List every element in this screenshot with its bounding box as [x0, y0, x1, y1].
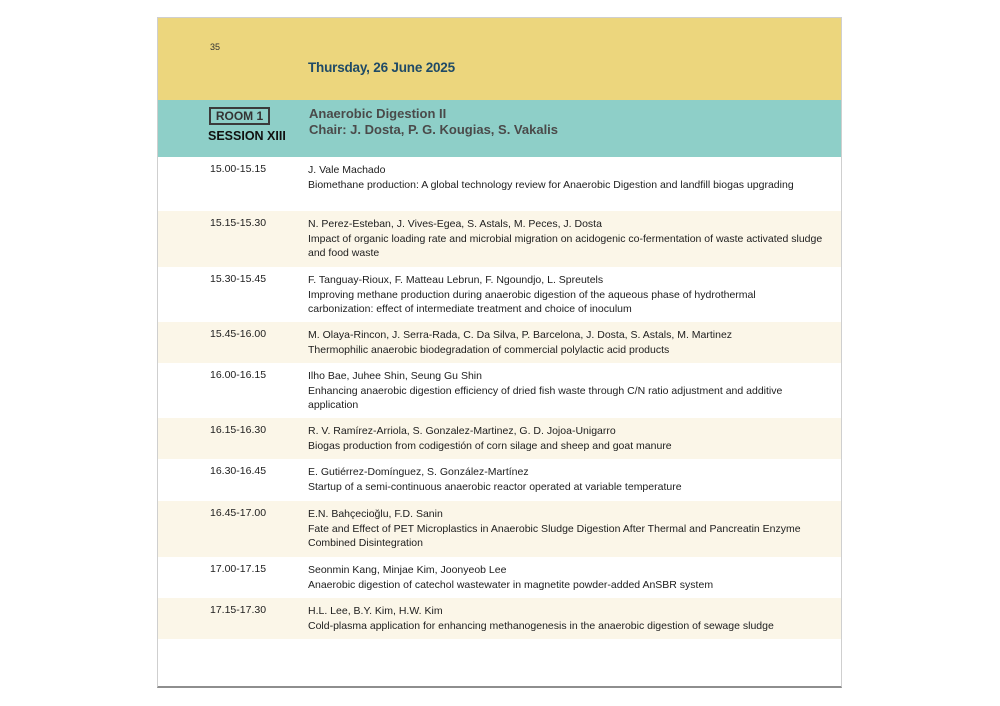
talk-row — [158, 363, 841, 418]
talk-row — [158, 211, 841, 267]
talk-time: 17.15-17.30 — [210, 604, 267, 616]
talk-time: 16.15-16.30 — [210, 424, 267, 436]
talk-row — [158, 418, 841, 459]
talk-authors: J. Vale Machado — [308, 164, 386, 176]
talk-title: Impact of organic loading rate and microbial migration on acidogenic co-fermentation of waste activated sludge and food waste — [308, 232, 823, 259]
talk-title: Improving methane production during anaerobic digestion of the aqueous phase of hydrothermal carbonization: effect of intermediate treatment and choice of inoculum — [308, 288, 756, 315]
talk-authors: Seonmin Kang, Minjae Kim, Joonyeob Lee — [308, 564, 507, 576]
talk-row — [158, 157, 841, 211]
room-label: ROOM 1 — [209, 107, 270, 125]
talk-row — [158, 598, 841, 639]
talk-row — [158, 322, 841, 363]
talk-title: Anaerobic digestion of catechol wastewater in magnetite powder-added AnSBR system — [308, 578, 714, 591]
talk-list — [158, 157, 841, 639]
session-date: Thursday, 26 June 2025 — [308, 60, 455, 75]
talk-authors: H.L. Lee, B.Y. Kim, H.W. Kim — [308, 605, 443, 617]
session-number: SESSION XIII — [208, 129, 286, 143]
talk-authors: E. Gutiérrez-Domínguez, S. González-Martínez — [308, 466, 529, 478]
talk-authors: Ilho Bae, Juhee Shin, Seung Gu Shin — [308, 370, 482, 382]
page-number: 35 — [210, 42, 221, 52]
talk-title: Cold-plasma application for enhancing methanogenesis in the anaerobic digestion of sewage sludge — [308, 619, 774, 632]
talk-time: 16.00-16.15 — [210, 369, 267, 381]
talk-row — [158, 267, 841, 322]
program-page — [157, 17, 842, 688]
talk-time: 16.30-16.45 — [210, 465, 267, 477]
talk-time: 17.00-17.15 — [210, 563, 267, 575]
talk-title: Fate and Effect of PET Microplastics in Anaerobic Sludge Digestion After Thermal and Pancreatin Enzyme Combined Disintegration — [308, 522, 801, 549]
talk-time: 15.45-16.00 — [210, 328, 267, 340]
talk-row — [158, 501, 841, 557]
talk-authors: N. Perez-Esteban, J. Vives-Egea, S. Astals, M. Peces, J. Dosta — [308, 218, 602, 230]
day-header — [158, 18, 841, 100]
talk-authors: E.N. Bahçecioğlu, F.D. Sanin — [308, 508, 443, 520]
talk-authors: F. Tanguay-Rioux, F. Matteau Lebrun, F. Ngoundjo, L. Spreutels — [308, 274, 604, 286]
session-chair: Chair: J. Dosta, P. G. Kougias, S. Vakalis — [309, 122, 559, 137]
talk-time: 15.30-15.45 — [210, 273, 267, 285]
talk-time: 15.00-15.15 — [210, 163, 267, 175]
talk-authors: R. V. Ramírez-Arriola, S. Gonzalez-Martinez, G. D. Jojoa-Unigarro — [308, 425, 616, 437]
talk-row — [158, 459, 841, 501]
talk-title: Biogas production from codigestión of corn silage and sheep and goat manure — [308, 439, 672, 452]
session-header — [158, 100, 841, 157]
talk-row — [158, 557, 841, 598]
talk-title: Enhancing anaerobic digestion efficiency of dried fish waste through C/N ratio adjustment and additive application — [308, 384, 783, 411]
talk-authors: M. Olaya-Rincon, J. Serra-Rada, C. Da Silva, P. Barcelona, J. Dosta, S. Astals, M. Martinez — [308, 329, 733, 341]
talk-title: Startup of a semi-continuous anaerobic reactor operated at variable temperature — [308, 480, 682, 493]
talk-time: 16.45-17.00 — [210, 507, 267, 519]
talk-title: Biomethane production: A global technology review for Anaerobic Digestion and landfill biogas upgrading — [308, 178, 794, 191]
talk-title: Thermophilic anaerobic biodegradation of commercial polylactic acid products — [308, 343, 670, 356]
session-title: Anaerobic Digestion II — [309, 106, 447, 121]
talk-time: 15.15-15.30 — [210, 217, 267, 229]
